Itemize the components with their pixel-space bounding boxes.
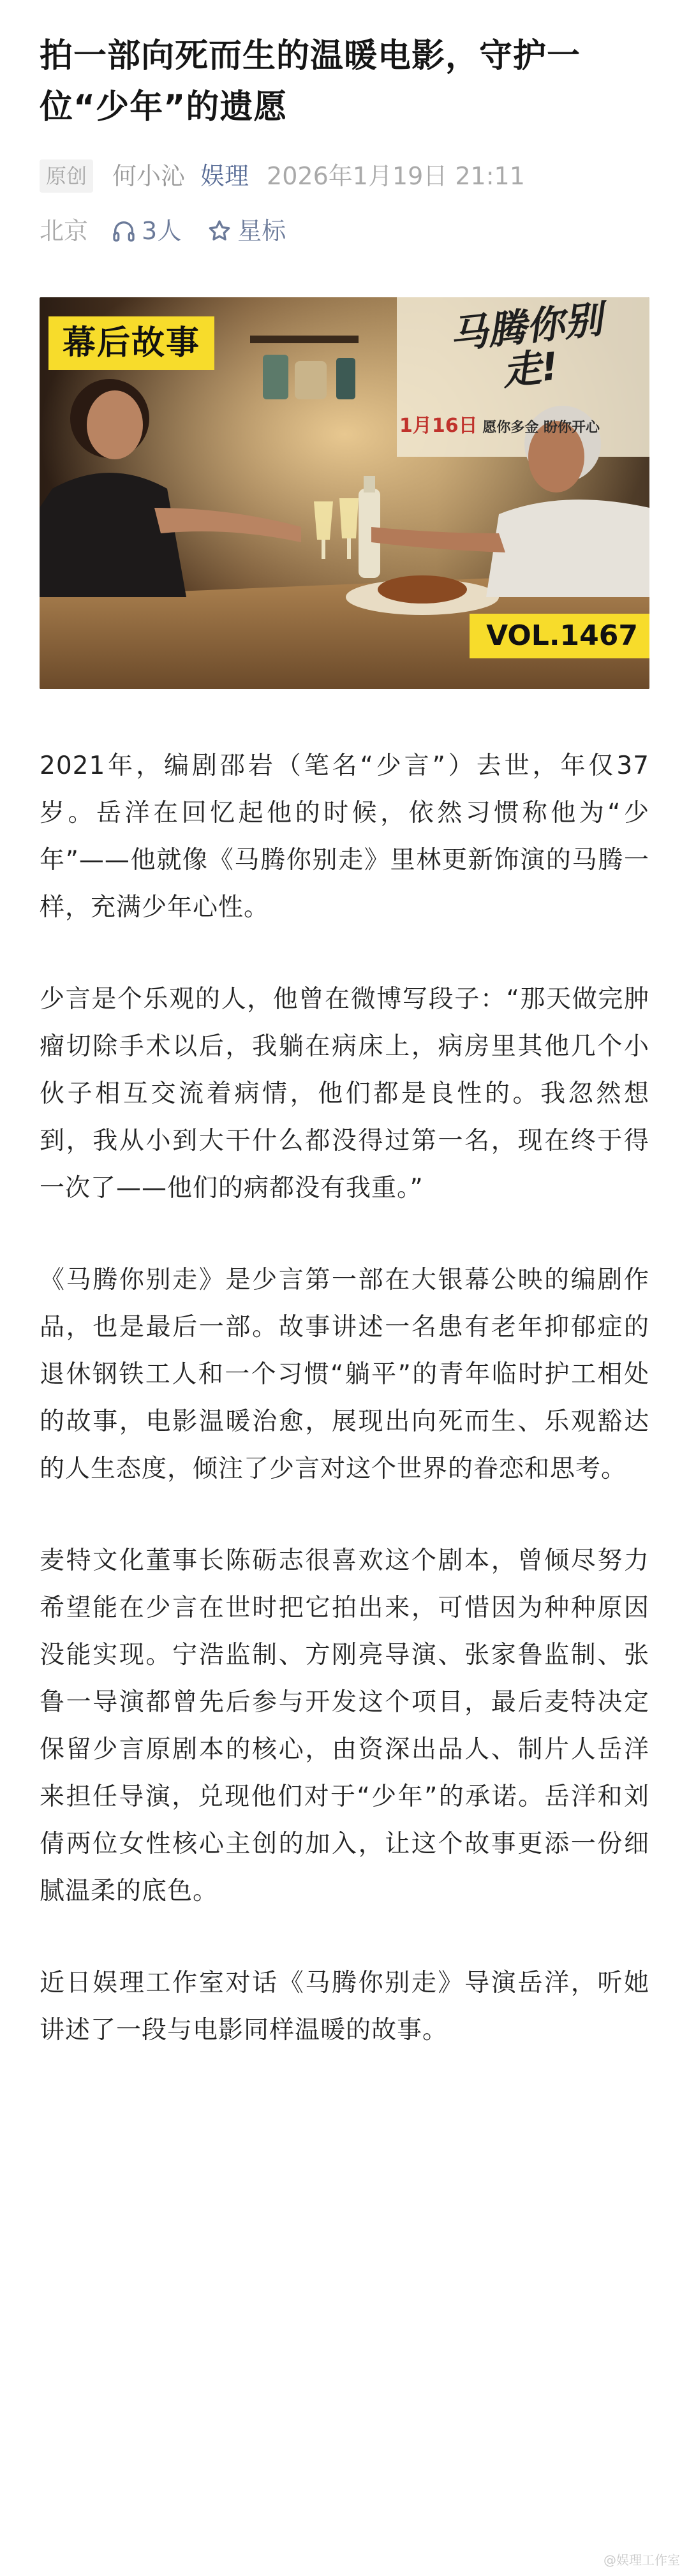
location-label: 北京 [40, 217, 89, 245]
publish-datetime: 2026年1月19日 21:11 [267, 162, 525, 190]
headphones-icon [111, 218, 137, 244]
poster-title: 马腾你别走! [447, 297, 605, 395]
paragraph-3: 《马腾你别走》是少言第一部在大银幕公映的编剧作品，也是最后一部。故事讲述一名患有老年抑郁症的退休钢铁工人和一个习惯“躺平”的青年临时护工相处的故事，电影温暖治愈，展现出向死而生、乐观豁达的人生态度，倾注了少言对这个世界的眷恋和思考。 [40, 1266, 649, 1483]
watermark-text: @娱理工作室 [604, 2552, 680, 2568]
poster-date-number: 1月16日 [399, 415, 478, 437]
paragraph-2: 少言是个乐观的人，他曾在微博写段子：“那天做完肿瘤切除手术以后，我躺在病床上，病房里其他几个小伙子相互交流着病情，他们都是良性的。我忽然想到，我从小到大干什么都没得过第一名，现在终于得一次了——他们的病都没有我重。” [40, 985, 649, 1203]
account-link[interactable]: 娱理 [200, 162, 249, 190]
paragraph-5: 近日娱理工作室对话《马腾你别走》导演岳洋，听她讲述了一段与电影同样温暖的故事。 [40, 1969, 649, 2045]
meta-row-author [40, 158, 649, 194]
issue-number-tag: VOL.1467 [470, 614, 649, 658]
star-label: 星标 [237, 217, 286, 245]
listen-button[interactable] [111, 213, 181, 249]
original-badge: 原创 [40, 159, 93, 193]
poster-slogan: 愿你多金 盼你开心 [482, 420, 600, 436]
cover-image[interactable] [40, 297, 649, 689]
behind-the-scenes-tag: 幕后故事 [48, 316, 214, 370]
star-button[interactable] [207, 213, 286, 249]
paragraph-1: 2021年，编剧邵岩（笔名“少言”）去世，年仅37岁。岳洋在回忆起他的时候，依然习惯称他为“少年”——他就像《马腾你别走》里林更新饰演的马腾一样，充满少年心性。 [40, 751, 649, 922]
author-name: 何小沁 [112, 162, 186, 190]
meta-row-info [40, 213, 649, 249]
article-title: 拍一部向死而生的温暖电影，守护一位“少年”的遗愿 [40, 37, 581, 126]
star-outline-icon [207, 218, 232, 244]
listeners-count: 3人 [142, 217, 182, 245]
poster-release [399, 410, 600, 438]
paragraph-4: 麦特文化董事长陈砺志很喜欢这个剧本，曾倾尽努力希望能在少言在世时把它拍出来，可惜因为种种原因没能实现。宁浩监制、方刚亮导演、张家鲁监制、张鲁一导演都曾先后参与开发这个项目，最后麦特决定保留少言原剧本的核心，由资深出品人、制片人岳洋来担任导演，兑现他们对于“少年”的承诺。岳洋和刘倩两位女性核心主创的加入，让这个故事更添一份细腻温柔的底色。 [40, 1546, 649, 1906]
